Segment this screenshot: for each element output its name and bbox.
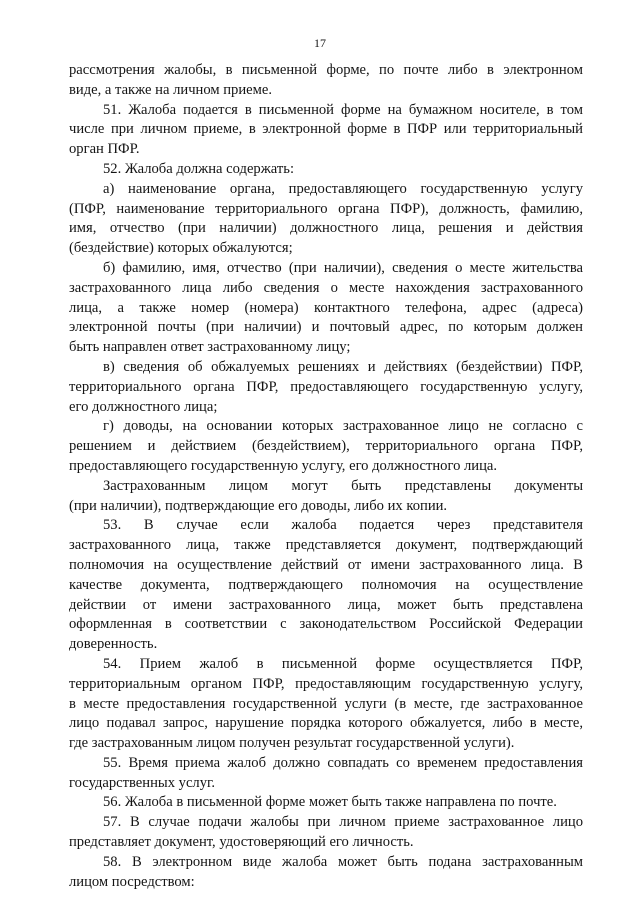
- paragraph-52-start: 52. Жалоба должна содержать:: [103, 160, 294, 177]
- text-line: (ПФР, наименование территориального органа ПФР), должность, фамилию,: [69, 200, 583, 217]
- text-line: где застрахованным лицом получен результат государственной услуги).: [69, 735, 515, 752]
- list-item-v-start: в) сведения об обжалуемых решениях и действиях (бездействии) ПФР,: [103, 358, 583, 375]
- text-line: орган ПФР.: [69, 141, 140, 158]
- text-line: лицом посредством:: [69, 873, 195, 890]
- text-line: территориального органа ПФР, предоставляющего государственную услугу,: [69, 378, 583, 395]
- text-line: предоставляющего государственную услугу, его должностного лица.: [69, 457, 498, 474]
- text-line: его должностного лица;: [69, 398, 218, 415]
- text-line: полномочия на осуществление действий от имени застрахованного лица. В: [69, 556, 583, 573]
- text-line: (при наличии), подтверждающие его доводы, либо их копии.: [69, 497, 448, 514]
- paragraph-54-start: 54. Прием жалоб в письменной форме осуществляется ПФР,: [103, 655, 583, 672]
- paragraph-58-start: 58. В электронном виде жалоба может быть подана застрахованным: [103, 853, 583, 870]
- text-line: лицо подавал запрос, нарушение порядка которого обжалуется, либо в месте,: [69, 715, 583, 732]
- page-number: 17: [314, 36, 326, 50]
- paragraph-51-start: 51. Жалоба подается в письменной форме на бумажном носителе, в том: [103, 101, 583, 118]
- text-line: рассмотрения жалобы, в письменной форме, по почте либо в электронном: [69, 62, 583, 78]
- paragraph-56: 56. Жалоба в письменной форме может быть также направлена по почте.: [103, 794, 557, 811]
- text-line: решением и действием (бездействием), территориального органа ПФР,: [69, 438, 583, 455]
- text-line: (бездействие) которых обжалуются;: [69, 240, 293, 257]
- text-line: представляет документ, удостоверяющий его личность.: [69, 834, 414, 851]
- text-line: государственных услуг.: [69, 774, 215, 791]
- text-line: числе при личном приеме, в электронной форме в ПФР или территориальный: [69, 121, 583, 138]
- list-item-a-start: а) наименование органа, предоставляющего государственную услугу: [103, 180, 583, 197]
- text-line: качестве документа, подтверждающего полномочия на осуществление: [69, 576, 583, 593]
- text-line: застрахованного лица, также представляется документ, подтверждающий: [69, 537, 583, 554]
- text-line: территориальным органом ПФР, предоставляющим государственную услугу,: [69, 675, 583, 692]
- list-item-b-start: б) фамилию, имя, отчество (при наличии), сведения о месте жительства: [103, 259, 583, 276]
- text-line: электронной почты (при наличии) и почтовый адрес, по которым должен: [69, 319, 583, 336]
- paragraph-53-start: 53. В случае если жалоба подается через представителя: [103, 517, 583, 534]
- text-line: действии от имени застрахованного лица, может быть представлена: [69, 596, 583, 613]
- list-item-g-start: г) доводы, на основании которых застрахованное лицо не согласно с: [103, 418, 583, 435]
- text-line: доверенность.: [69, 636, 158, 653]
- text-line: в месте предоставления государственной услуги (в месте, где застрахованное: [69, 695, 583, 712]
- text-line: имя, отчество (при наличии) должностного лица, решения и действия: [69, 220, 583, 237]
- paragraph-57-start: 57. В случае подачи жалобы при личном приеме застрахованное лицо: [103, 814, 583, 831]
- paragraph-documents-start: Застрахованным лицом могут быть представлены документы: [103, 477, 583, 494]
- paragraph-55-start: 55. Время приема жалоб должно совпадать со временем предоставления: [103, 754, 583, 771]
- text-line: быть направлен ответ застрахованному лицу;: [69, 339, 351, 356]
- text-line: застрахованного лица либо сведения о месте нахождения застрахованного: [69, 279, 583, 296]
- document-body: [69, 61, 583, 892]
- text-line: виде, а также на личном приеме.: [69, 81, 273, 98]
- text-line: лица, а также номер (номера) контактного телефона, адрес (адреса): [69, 299, 583, 316]
- text-line: оформленная в соответствии с законодательством Российской Федерации: [69, 616, 583, 633]
